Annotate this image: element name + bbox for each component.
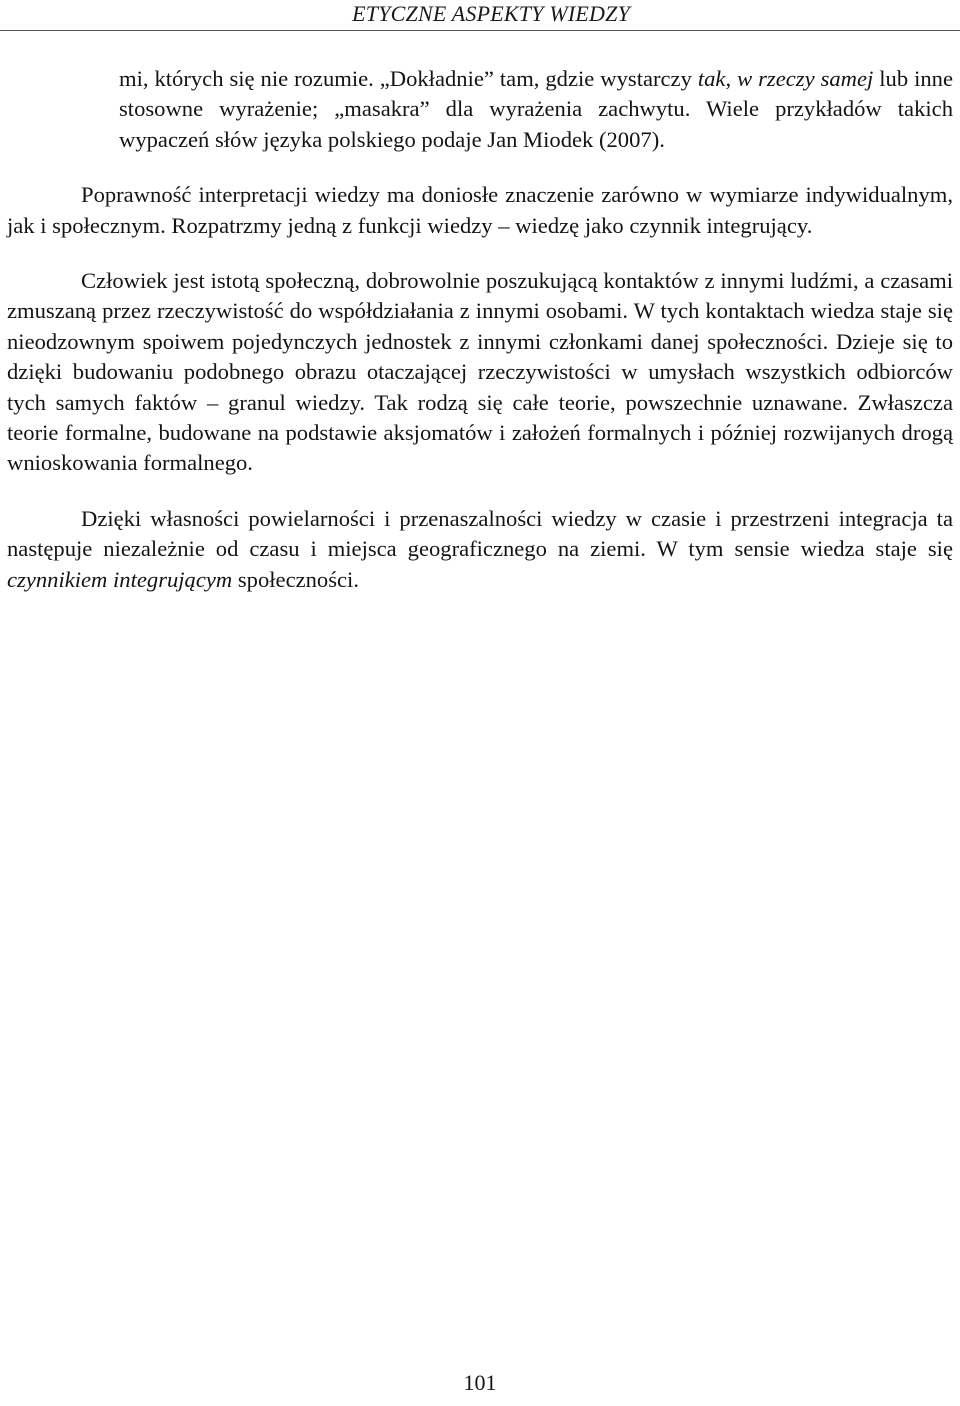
text-segment: mi, których się nie rozumie. „Dokładnie” tam, gdzie wystarczy — [119, 66, 698, 91]
running-title: ETYCZNE ASPEKTY WIEDZY — [352, 1, 630, 26]
text-segment-italic: tak — [697, 66, 726, 91]
running-header — [0, 0, 960, 31]
text-segment: Człowiek jest istotą społeczną, dobrowolnie poszukującą kontaktów z innymi ludźmi, a czasami zmuszaną przez rzeczywistość do współdziałania z innymi osobami. W tych kontaktach wiedza staje się nieodzownym spoiwem pojedynczych jednostek z innymi członkami danej społeczności. Dzieje się to dzięki budowaniu podobnego obrazu otaczającej rzeczywistości w umysłach wszystkich odbiorców tych samych faktów – granul wiedzy. Tak rodzą się całe teorie, powszechnie uznawane. Zwłaszcza teorie formalne, budowane na podstawie aksjomatów i założeń formalnych i później rozwijanych drogą wnioskowania formalnego. — [7, 268, 953, 476]
text-segment: , — [725, 66, 738, 91]
body-text — [7, 64, 953, 595]
text-segment: Dzięki własności powielarności i przenaszalności wiedzy w czasie i przestrzeni integracja ta następuje niezależnie od czasu i miejsca geograficznego na ziemi. W tym sensie wiedza staje się — [7, 505, 953, 562]
text-segment: Poprawność interpretacji wiedzy ma doniosłe znaczenie zarówno w wymiarze indywidualnym, jak i społecznym. Rozpatrzmy jedną z funkcji wiedzy – wiedzę jako czynnik integrujący. — [7, 182, 953, 238]
paragraph-2 — [7, 180, 953, 241]
paragraph-3 — [7, 266, 953, 479]
text-segment: lub inne stosowne wyrażenie; „masakra” dla wyrażenia zachwytu. Wiele przykładów takich wypaczeń słów języka polskiego podaje Jan Miodek (2007). — [119, 66, 953, 152]
paragraph-1 — [7, 64, 953, 155]
text-segment: społeczności. — [232, 566, 359, 592]
page-number: 101 — [463, 1370, 497, 1395]
text-segment-italic: w rzeczy samej — [737, 66, 874, 91]
paragraph-4 — [7, 504, 953, 595]
text-segment-italic: czynnikiem integrującym — [7, 566, 233, 592]
